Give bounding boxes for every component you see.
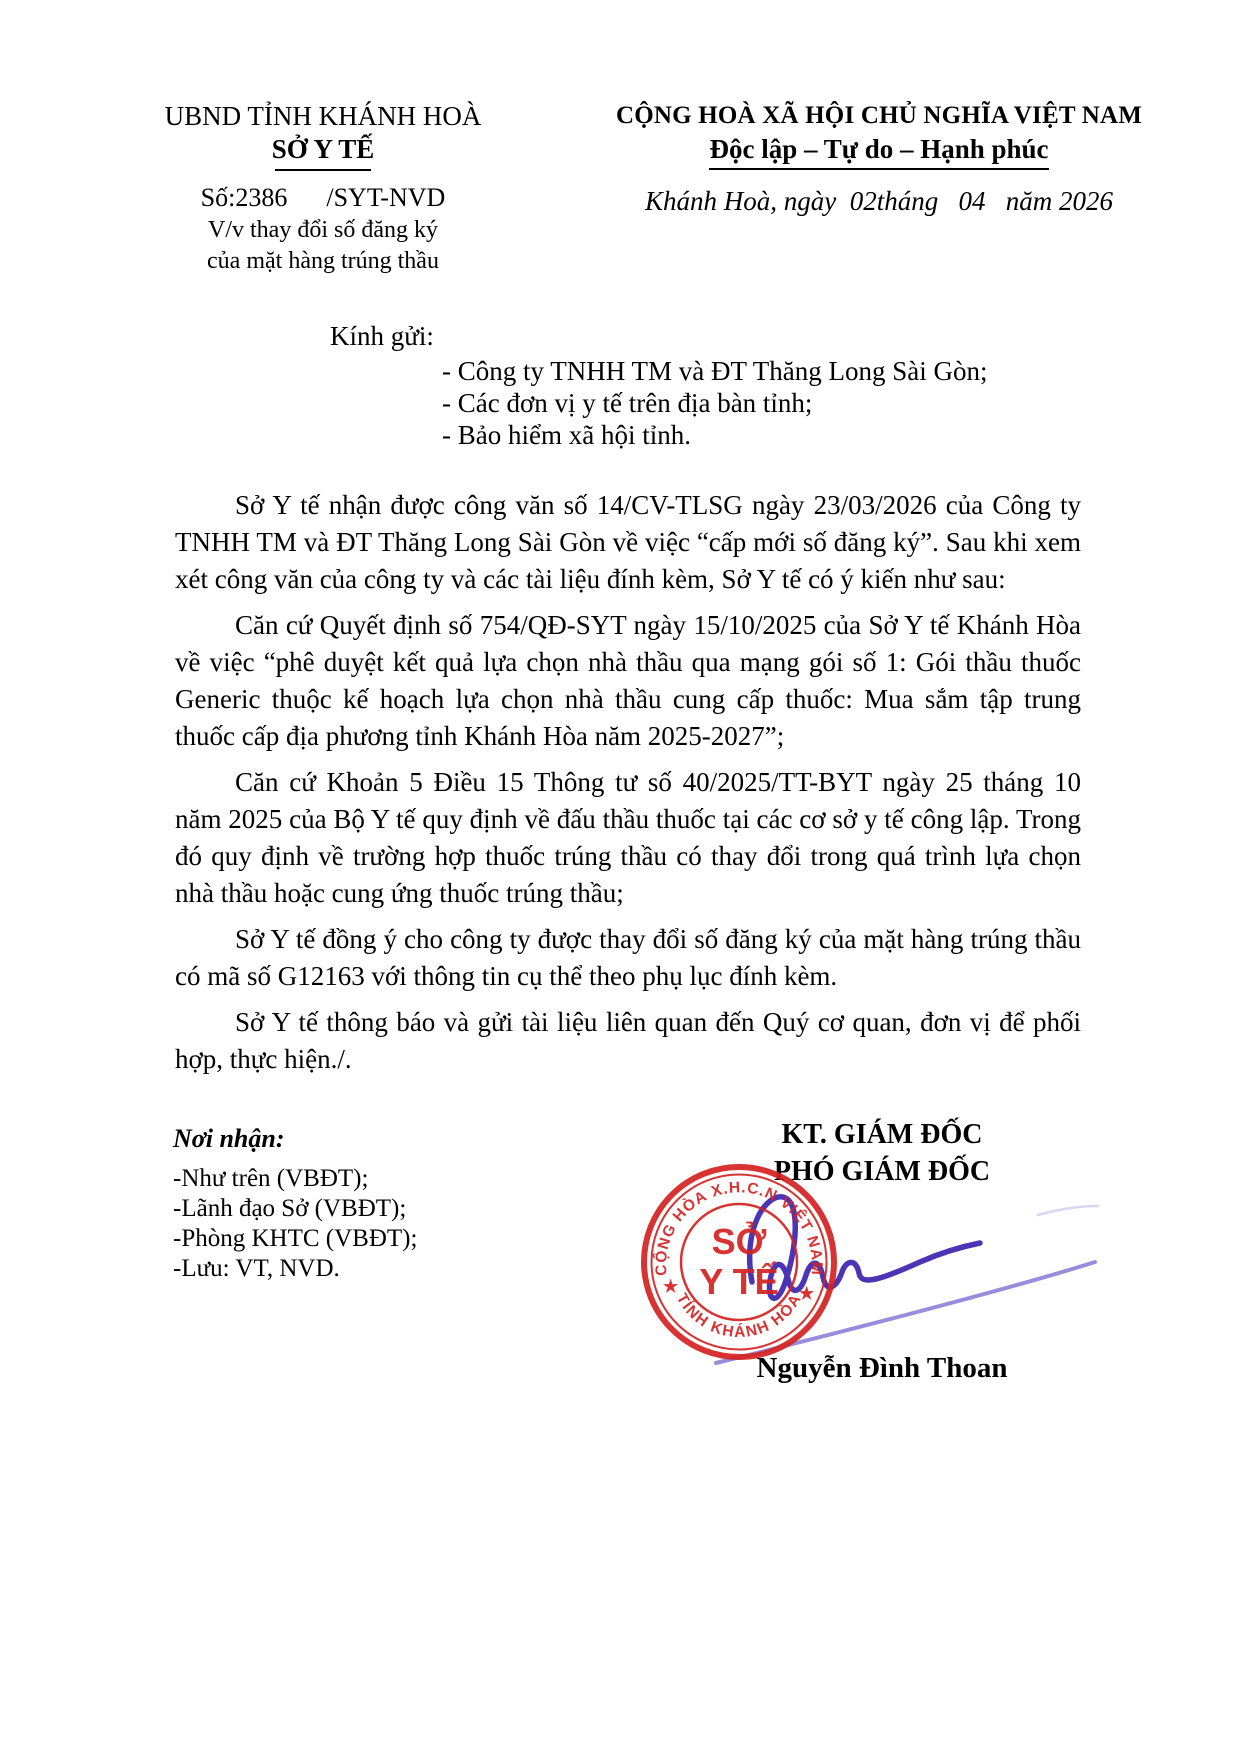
distribution-item: -Phòng KHTC (VBĐT); — [173, 1225, 418, 1252]
distribution-item: -Lưu: VT, NVD. — [173, 1255, 340, 1282]
stamp-star-right: ★ — [799, 1284, 815, 1303]
body-paragraph: Căn cứ Khoản 5 Điều 15 Thông tư số 40/2025/TT-BYT ngày 25 tháng 10 năm 2025 của Bộ Y tế quy định về đấu thầu thuốc tại các cơ sở y tế công lập. Trong đó quy định về trường hợp thuốc trúng thầu có thay đổi trong quá trình lựa chọn nhà thầu hoặc cung ứng thuốc trúng thầu; — [175, 767, 1081, 908]
body-paragraph: Sở Y tế đồng ý cho công ty được thay đổi số đăng ký của mặt hàng trúng thầu có mã số G12163 với thông tin cụ thể theo phụ lục đính kèm. — [175, 924, 1081, 991]
issuing-org-block — [108, 100, 538, 276]
org-name-underline — [275, 169, 371, 171]
stamp-svg — [639, 1162, 839, 1362]
letterhead — [0, 0, 1241, 276]
document-number: Số:2386 /SYT-NVD — [200, 183, 446, 212]
letter-body — [0, 451, 1241, 1078]
distribution-list — [173, 1164, 503, 1284]
signature-stroke-faint — [1038, 1206, 1098, 1215]
org-parent-name: UBND TỈNH KHÁNH HOÀ — [164, 101, 482, 131]
signer-name: Nguyễn Đình Thoan — [756, 1352, 1008, 1384]
org-name: SỞ Y TẾ — [271, 134, 375, 164]
recipient-list — [330, 355, 1241, 451]
stamp-ring-text-bottom: TỈNH KHÁNH HÒA — [672, 1290, 806, 1342]
national-header-block — [579, 100, 1179, 276]
document-subject-line1: V/v thay đổi số đăng ký — [208, 217, 438, 243]
signer-title-2: PHÓ GIÁM ĐỐC — [773, 1156, 991, 1187]
stamp-ring-text-top: CỘNG HÒA X.H.C.N VIỆT NAM — [652, 1179, 826, 1277]
distribution-label: Nơi nhận: — [173, 1124, 285, 1153]
body-paragraph: Căn cứ Quyết định số 754/QĐ-SYT ngày 15/10/2025 của Sở Y tế Khánh Hòa về việc “phê duyệt kết quả lựa chọn nhà thầu qua mạng gói số 1: Gói thầu thuốc Generic thuộc kế hoạch lựa chọn nhà thầu cung cấp thuốc: Mua sắm tập trung thuốc cấp địa phương tỉnh Khánh Hòa năm 2025-2027”; — [175, 610, 1081, 751]
stamp-center-line2: Y TẾ — [699, 1261, 779, 1302]
national-motto: Độc lập – Tự do – Hạnh phúc — [709, 133, 1048, 170]
recipient-item: - Các đơn vị y tế trên địa bàn tỉnh; — [442, 388, 813, 418]
recipient-item: - Bảo hiểm xã hội tỉnh. — [442, 420, 691, 450]
salutation-label: Kính gửi: — [330, 321, 434, 351]
signer-title-1: KT. GIÁM ĐỐC — [781, 1119, 983, 1150]
official-stamp — [639, 1162, 839, 1362]
stamp-star-left: ★ — [663, 1277, 679, 1296]
stamp-center-line1: SỞ — [711, 1221, 767, 1262]
body-paragraph: Sở Y tế nhận được công văn số 14/CV-TLSG ngày 23/03/2026 của Công ty TNHH TM và ĐT Thăng Long Sài Gòn về việc “cấp mới số đăng ký”. Sau khi xem xét công văn của công ty và các tài liệu đính kèm, Sở Y tế có ý kiến như sau: — [175, 490, 1081, 594]
national-title: CỘNG HOÀ XÃ HỘI CHỦ NGHĨA VIỆT NAM — [615, 102, 1143, 129]
body-paragraph: Sở Y tế thông báo và gửi tài liệu liên quan đến Quý cơ quan, đơn vị để phối hợp, thực hiện./. — [175, 1007, 1081, 1074]
recipient-item: - Công ty TNHH TM và ĐT Thăng Long Sài Gòn; — [442, 356, 988, 386]
distribution-item: -Như trên (VBĐT); — [173, 1165, 369, 1192]
document-subject-line2: của mặt hàng trúng thầu — [207, 248, 439, 274]
distribution-block — [173, 1122, 503, 1284]
place-date-line: Khánh Hoà, ngày 02tháng 04 năm 2026 — [645, 186, 1113, 216]
distribution-item: -Lãnh đạo Sở (VBĐT); — [173, 1195, 407, 1222]
salutation-block — [330, 320, 1241, 451]
